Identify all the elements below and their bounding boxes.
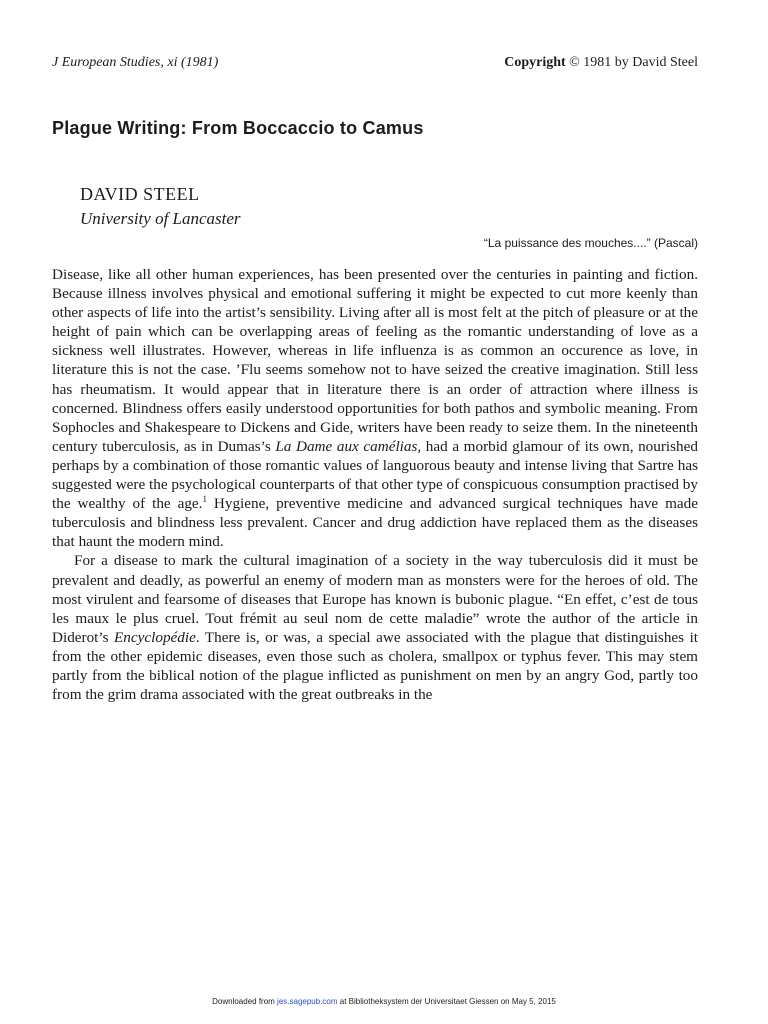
footer-link[interactable]: jes.sagepub.com bbox=[277, 997, 338, 1006]
paragraph-2 bbox=[52, 551, 698, 704]
copyright-label: Copyright bbox=[504, 55, 566, 70]
copyright-notice bbox=[504, 54, 698, 72]
author-name: DAVID STEEL bbox=[80, 184, 200, 204]
footer-suffix: at Bibliotheksystem der Universitaet Giessen on May 5, 2015 bbox=[337, 997, 556, 1006]
article-body bbox=[52, 265, 698, 704]
running-header bbox=[52, 54, 698, 72]
copyright-rest: © 1981 by David Steel bbox=[569, 55, 698, 70]
paragraph-2-part-b: . There is, or was, a special awe associated with the plague that distinguishes it from the other epidemic diseases, even those such as cholera, smallpox or typhus fever. This may stem partly from the biblical notion of the plague inflicted as punishment on men by an angry God, partly too from the grim drama associated with the great outbreaks in the bbox=[52, 628, 699, 704]
work-title-dame-aux-camelias: La Dame aux camélias bbox=[275, 437, 418, 455]
paragraph-1-part-b: , had a morbid glamour of its own, nourished perhaps by a combination of those romantic values of languorous beauty and intense living that Sartre has suggested were the psychological counterparts of that other type of conspicuous consumption practised by the wealthy of the age. bbox=[52, 437, 698, 513]
work-title-encyclopedie: Encyclopédie bbox=[114, 628, 196, 646]
download-footer bbox=[0, 997, 768, 1006]
author-affiliation: University of Lancaster bbox=[80, 209, 241, 228]
article-title: Plague Writing: From Boccaccio to Camus bbox=[52, 118, 424, 138]
paragraph-1-part-c: Hygiene, preventive medicine and advanced surgical techniques have made tuberculosis and blindness less prevalent. Cancer and drug addiction have replaced them as the diseases that haunt the modern mind. bbox=[52, 495, 698, 551]
paragraph-1-part-a: Disease, like all other human experiences, has been presented over the centuries in painting and fiction. Because illness involves physical and emotional suffering it might be expected to cut more keenly than other aspects of life into the artist’s sensibility. Living after all is most felt at the pitch of pleasure or at the height of pain which can be overlapping areas of feeling as the romantic understanding of love as a sickness well illustrates. However, whereas in life influenza is as common an occurence as love, in literature this is not the case. ’Flu seems somehow not to have seized the creative imagination. Still less has rheumatism. It would appear that in literature there is an order of attraction where illness is concerned. Blindness offers easily understood opportunities for both pathos and symbolic meaning. From Sophocles and Shakespeare to Dickens and Gide, writers have been ready to seize them. In the nineteenth century tuberculosis, as in Dumas’s bbox=[52, 266, 698, 455]
footnote-marker[interactable]: 1 bbox=[202, 494, 207, 505]
epigraph: “La puissance des mouches....” (Pascal) bbox=[483, 236, 698, 250]
footer-prefix: Downloaded from bbox=[212, 997, 278, 1006]
paragraph-2-part-a: For a disease to mark the cultural imagination of a society in the way tuberculosis did it must be prevalent and deadly, as powerful an enemy of modern man as monsters were for the heroes of old. The most virulent and fearsome of diseases that Europe has known is bubonic plague. “En effet, c’est de tous les maux le plus cruel. Tout frémit au seul nom de cette maladie” wrote the author of the article in Diderot’s bbox=[52, 552, 698, 646]
journal-citation: J European Studies, xi (1981) bbox=[52, 55, 219, 70]
paragraph-1 bbox=[52, 265, 698, 551]
